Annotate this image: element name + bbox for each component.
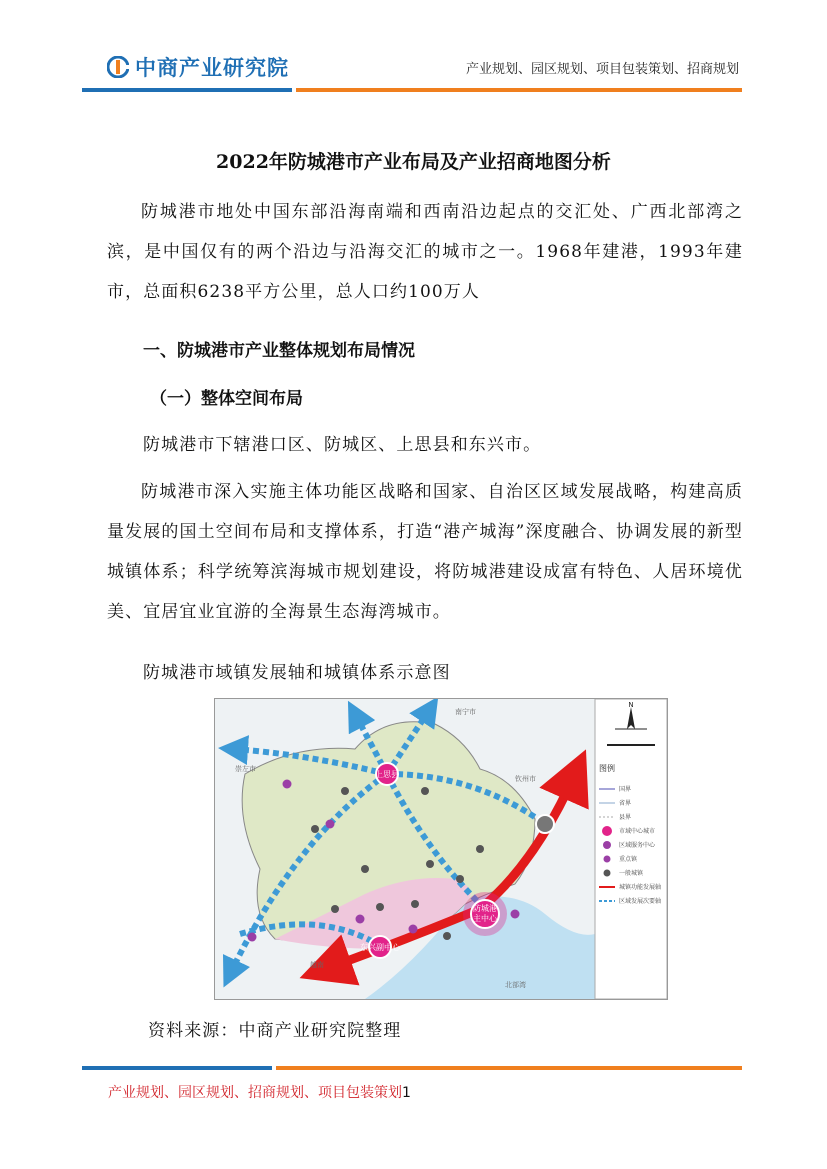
svg-text:城镇功能发展轴: 城镇功能发展轴 — [619, 884, 662, 891]
header-rule-blue — [82, 88, 292, 92]
intro-paragraph: 防城港市地处中国东部沿海南端和西南沿边起点的交汇处、广西北部湾之滨，是中国仅有的两个沿边与沿海交汇的城市之一。1968年建港，1993年建市，总面积6238平方公里，总人口约100万人 — [107, 202, 743, 302]
subsection-heading: （一）整体空间布局 — [150, 389, 303, 409]
svg-text:市域中心城市: 市域中心城市 — [619, 828, 656, 835]
header-tagline: 产业规划、园区规划、项目包装策划、招商规划 — [465, 62, 739, 77]
svg-text:南宁市: 南宁市 — [455, 708, 476, 716]
footer-tagline — [108, 1082, 411, 1102]
map-svg — [215, 699, 667, 999]
svg-text:越南: 越南 — [310, 961, 324, 969]
svg-text:防城港: 防城港 — [473, 904, 497, 913]
svg-text:区域服务中心: 区域服务中心 — [619, 842, 656, 849]
svg-text:北部湾: 北部湾 — [505, 981, 526, 989]
districts-text: 防城港市下辖港口区、防城区、上思县和东兴市。 — [143, 435, 542, 455]
footer-rule-blue — [82, 1066, 272, 1070]
svg-text:N: N — [628, 701, 634, 709]
town-system-map — [214, 698, 668, 1000]
svg-text:钦州市: 钦州市 — [515, 775, 536, 783]
svg-text:崇左市: 崇左市 — [235, 765, 256, 773]
section-heading: 一、防城港市产业整体规划布局情况 — [143, 341, 415, 361]
logo-icon — [107, 56, 129, 78]
header-logo — [107, 52, 289, 82]
svg-text:国界: 国界 — [619, 786, 632, 793]
logo-text: 中商产业研究院 — [135, 56, 289, 80]
svg-text:东兴副中心: 东兴副中心 — [360, 943, 400, 952]
footer-rule-orange — [276, 1066, 742, 1070]
header-rule-orange — [296, 88, 742, 92]
map-caption: 防城港市域镇发展轴和城镇体系示意图 — [143, 663, 451, 683]
svg-text:图例: 图例 — [599, 764, 615, 773]
svg-text:主中心: 主中心 — [473, 914, 497, 923]
svg-text:上思县: 上思县 — [375, 770, 399, 779]
svg-text:重点镇: 重点镇 — [619, 856, 638, 863]
page-number: 1 — [402, 1085, 411, 1101]
svg-text:一般城镇: 一般城镇 — [619, 870, 644, 877]
svg-text:省界: 省界 — [619, 800, 632, 807]
source-note: 资料来源：中商产业研究院整理 — [148, 1021, 402, 1041]
strategy-paragraph: 防城港市深入实施主体功能区战略和国家、自治区区域发展战略，构建高质量发展的国土空间布局和支撑体系，打造“港产城海”深度融合、协调发展的新型城镇体系；科学统筹滨海城市规划建设，将防城港建设成富有特色、人居环境优美、宜居宜业宜游的全海景生态海湾城市。 — [107, 482, 743, 622]
svg-text:县界: 县界 — [619, 814, 632, 821]
footer-text: 产业规划、园区规划、招商规划、项目包装策划 — [108, 1085, 402, 1101]
svg-text:区域发展次要轴: 区域发展次要轴 — [619, 898, 662, 905]
page-title: 2022年防城港市产业布局及产业招商地图分析 — [216, 151, 611, 173]
